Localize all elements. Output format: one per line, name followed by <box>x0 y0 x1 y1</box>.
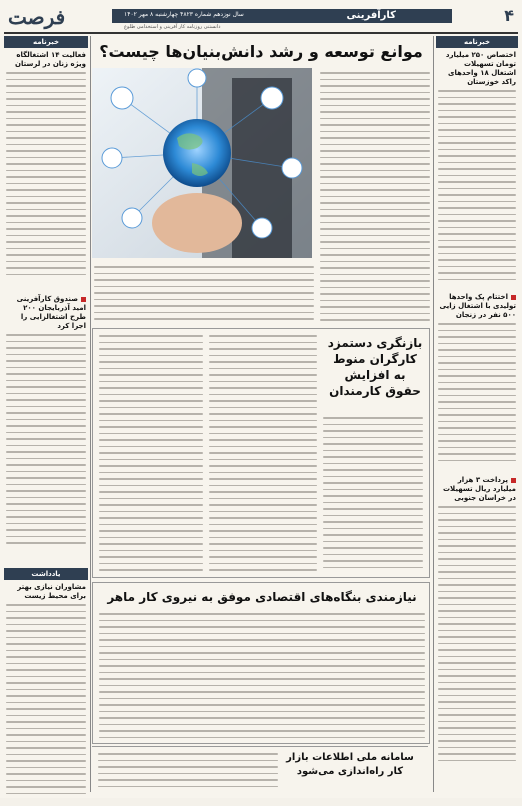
box-title-wages: بازنگری دستمزد کارگران منوط به افزایش حقوق کارمندان <box>327 336 423 398</box>
left-news-title-3: مشاوران نیازی بهتر برای محیط زیست <box>17 583 86 600</box>
box-wages-text-1 <box>323 417 423 572</box>
page-header <box>4 4 518 32</box>
box-skilled-text <box>99 613 425 739</box>
left-column-head: خبرنامه <box>4 36 88 48</box>
left-news-body-3 <box>6 604 86 804</box>
news-body-3 <box>438 506 516 806</box>
box-wages-text-3 <box>99 335 203 573</box>
main-headline: موانع توسعه و رشد دانش‌بنیان‌ها چیست؟ <box>99 42 423 61</box>
box-title-labor-market: سامانه ملی اطلاعات بازار کار راه‌اندازی می‌شود <box>286 752 414 777</box>
box-wages-text-2 <box>209 335 317 573</box>
bullet-icon <box>81 297 86 302</box>
box-market-text <box>98 753 278 791</box>
left-news-title-2: صندوق کارآفرینی امید آذربایجان ۲۰۰ طرح اشتغالزایی را اجرا کرد <box>16 295 86 330</box>
article-photo <box>92 68 312 258</box>
column-divider <box>90 36 91 792</box>
note-head: یادداشت <box>4 568 88 580</box>
article-text-below-photo <box>94 266 314 326</box>
header-rule <box>4 32 518 34</box>
news-title-2: اختتام پک واحدها تولیدی با اشتغال زایی ۵۰۰ نفر در زنجان <box>439 293 516 319</box>
issue-meta: سال نوزدهم شماره ۴۸۲۳ چهارشنبه ۸ مهر ۱۴۰۲ <box>124 11 244 18</box>
column-divider <box>433 36 434 792</box>
news-title-1: اختصاص ۲۵۰ میلیارد تومان تسهیلات اشتغال ۱۸ واحدهای راکد خوزستان <box>445 51 516 86</box>
section-title: کارآفرینی <box>346 10 396 21</box>
left-news-body-1 <box>6 72 86 292</box>
bullet-icon <box>511 478 516 483</box>
newspaper-logo: فرصت <box>8 5 66 29</box>
article-box-wages <box>92 328 430 578</box>
left-news-column <box>4 36 88 792</box>
left-news-body-2 <box>6 334 86 564</box>
page-number: ۴ <box>504 6 514 25</box>
left-news-title-1: فعالیت ۱۴ اشتغالگاه ویژه زنان در لرستان <box>15 51 86 68</box>
globe-network-illustration <box>92 68 312 258</box>
main-article-area <box>92 36 430 792</box>
news-body-1 <box>438 90 516 290</box>
bullet-icon <box>511 295 516 300</box>
right-news-column <box>436 36 518 792</box>
article-text-right <box>320 72 430 322</box>
article-box-labor-market <box>92 746 428 791</box>
news-title-3: پرداخت ۳ هزار میلیارد ریال تسهیلات در خراسان جنوبی <box>443 476 516 502</box>
right-column-head: خبرنامه <box>436 36 518 48</box>
news-body-2 <box>438 323 516 473</box>
article-box-skilled-labor <box>92 582 430 744</box>
tagline: دانستنی روزنامه کار آفرینی و استخدامی طلوع <box>124 24 221 30</box>
box-title-skilled-labor: نیازمندی بنگاه‌های اقتصادی موفق به نیروی کار ماهر <box>107 590 417 604</box>
